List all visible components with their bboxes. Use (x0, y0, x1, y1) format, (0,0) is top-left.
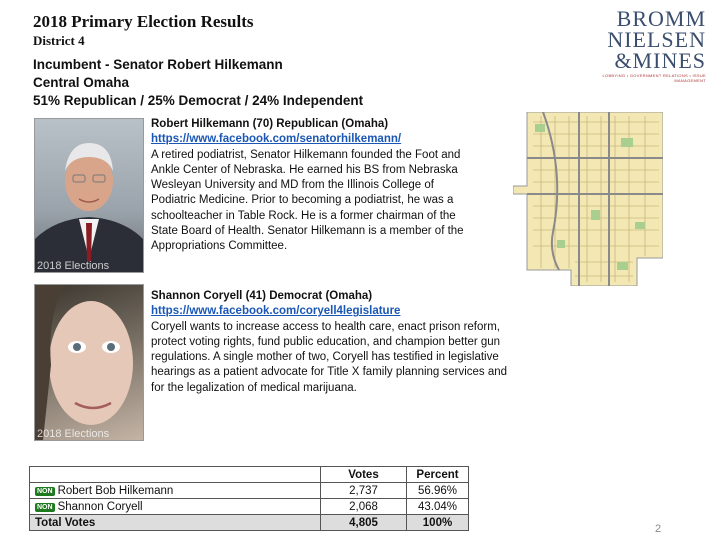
column-header-percent: Percent (407, 467, 469, 483)
area-label: Central Omaha (33, 75, 130, 90)
total-votes: 4,805 (321, 515, 407, 531)
candidate-facebook-link[interactable]: https://www.facebook.com/senatorhilkemann/ (151, 133, 402, 146)
votes-cell: 2,068 (321, 499, 407, 515)
candidate-photo-hilkemann (34, 118, 144, 273)
candidate-bio-coryell (151, 289, 517, 396)
photo-watermark: 2018 Elections (37, 428, 110, 440)
candidate-facebook-link[interactable]: https://www.facebook.com/coryell4legislature (151, 305, 401, 318)
company-logo: BROMM NIELSEN &MINES LOBBYING • GOVERNMENT RELATIONS • ISSUE MANAGEMENT (602, 6, 706, 83)
incumbent-label: Incumbent - Senator Robert Hilkemann (33, 57, 283, 72)
candidate-name: Robert Bob Hilkemann (57, 484, 174, 497)
candidate-bio-text: A retired podiatrist, Senator Hilkemann founded the Foot and Ankle Center of Nebraska. He earned his BS from Nebraska Wesleyan University and MD from the Illinois College of Podiatric Medicine. Prior to becoming a podiatrist, he was a schoolteacher in Table Rock. He is a former chairman of the State Board of Health. Senator Hilkemann is a member of the Appropriations Committee. (151, 148, 464, 253)
candidate-bio-hilkemann (151, 117, 516, 255)
district-map (513, 112, 663, 286)
total-row (30, 515, 469, 531)
nonpartisan-badge: NON (37, 503, 53, 511)
candidate-photo-coryell (34, 284, 144, 441)
candidate-cell (30, 483, 321, 499)
candidate-name: Shannon Coryell (41) Democrat (Omaha) (151, 290, 373, 302)
votes-cell: 2,737 (321, 483, 407, 499)
portrait-figure (35, 285, 143, 440)
table-header-row (30, 467, 469, 483)
candidate-cell (30, 499, 321, 515)
column-header-votes: Votes (321, 467, 407, 483)
page-title: 2018 Primary Election Results (33, 12, 254, 31)
portrait-figure (35, 119, 143, 272)
table-row (30, 483, 469, 499)
candidate-bio-text: Coryell wants to increase access to health care, enact prison reform, protect voting rights, fund public education, and champion better gun regulations. A single mother of two, Coryell has testified in legislative hearings as a patient advocate for Title X family planning services and for the legalization of medical marijuana. (151, 320, 508, 394)
candidate-name: Robert Hilkemann (70) Republican (Omaha) (151, 118, 389, 130)
district-label: District 4 (33, 33, 85, 48)
percent-cell: 43.04% (407, 499, 469, 515)
photo-watermark: 2018 Elections (37, 260, 110, 272)
table-row (30, 499, 469, 515)
results-table (29, 466, 469, 531)
percent-cell: 56.96% (407, 483, 469, 499)
registration-label: 51% Republican / 25% Democrat / 24% Independent (33, 93, 364, 108)
column-header-candidate (30, 467, 321, 483)
nonpartisan-badge: NON (37, 487, 53, 495)
total-label: Total Votes (30, 515, 321, 531)
page-number: 2 (655, 523, 662, 535)
total-percent: 100% (407, 515, 469, 531)
candidate-name: Shannon Coryell (57, 500, 143, 513)
